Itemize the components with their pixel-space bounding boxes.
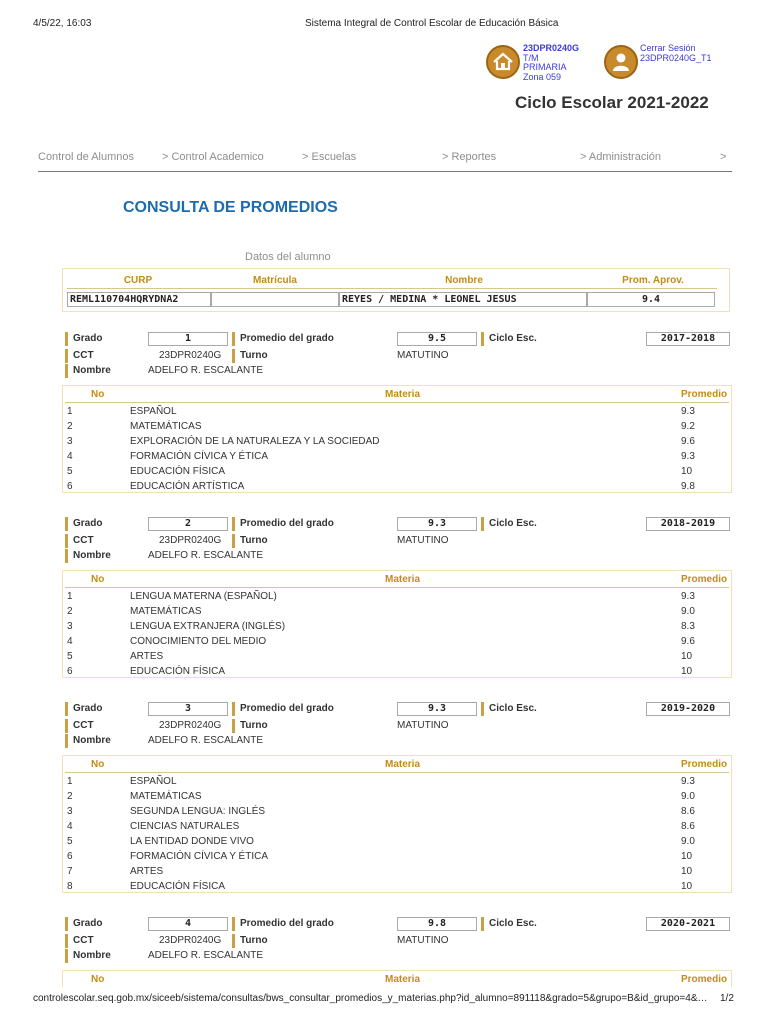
promedio-grado-value: 9.3 — [397, 517, 477, 531]
materia-nombre: ARTES — [130, 866, 164, 877]
materia-promedio: 9.6 — [681, 436, 695, 447]
grado-value: 2 — [148, 517, 228, 531]
materia-promedio: 9.3 — [681, 776, 695, 787]
materia-nombre: EDUCACIÓN FÍSICA — [130, 666, 226, 677]
materia-promedio: 9.0 — [681, 606, 695, 617]
col-promedio-header: Promedio — [681, 974, 728, 985]
materia-no: 7 — [67, 866, 73, 877]
materia-promedio: 10 — [681, 881, 693, 892]
materia-nombre: MATEMÁTICAS — [130, 421, 202, 432]
curp-header: CURP — [123, 275, 153, 286]
cct-label: CCT — [65, 349, 94, 363]
session-info — [640, 44, 712, 63]
grado-value: 1 — [148, 332, 228, 346]
materia-promedio: 10 — [681, 851, 693, 862]
materia-nombre: LENGUA MATERNA (ESPAÑOL) — [130, 591, 277, 602]
materia-row — [63, 449, 733, 464]
cct-label: CCT — [65, 934, 94, 948]
promedio-grado-value: 9.3 — [397, 702, 477, 716]
promedio-grado-label: Promedio del grado — [232, 917, 334, 931]
cct-value: 23DPR0240G — [159, 350, 222, 361]
materia-no: 2 — [67, 791, 73, 802]
materia-promedio: 8.6 — [681, 821, 695, 832]
materia-no: 6 — [67, 481, 73, 492]
materia-promedio: 9.8 — [681, 481, 695, 492]
turno-value: MATUTINO — [397, 720, 449, 731]
escuela-label: Nombre — [65, 549, 111, 563]
col-no-header: No — [91, 974, 105, 985]
cct-label: CCT — [65, 719, 94, 733]
curp-field: REML110704HQRYDNA2 — [67, 292, 211, 307]
col-no-header: No — [91, 389, 105, 400]
nav-escuelas[interactable]: > Escuelas — [302, 151, 357, 163]
materia-promedio: 10 — [681, 651, 693, 662]
materia-row — [63, 819, 733, 834]
cct-value: 23DPR0240G — [159, 935, 222, 946]
promedio-grado-label: Promedio del grado — [232, 517, 334, 531]
materia-row — [63, 879, 733, 894]
materia-nombre: ARTES — [130, 651, 164, 662]
materia-nombre: FORMACIÓN CÍVICA Y ÉTICA — [130, 451, 268, 462]
materia-no: 4 — [67, 636, 73, 647]
ciclo-label: Ciclo Esc. — [481, 332, 537, 346]
materia-no: 5 — [67, 466, 73, 477]
materia-promedio: 9.2 — [681, 421, 695, 432]
turno-value: MATUTINO — [397, 535, 449, 546]
grado-value: 3 — [148, 702, 228, 716]
materia-row — [63, 479, 733, 494]
turno-value: MATUTINO — [397, 935, 449, 946]
escuela-value: ADELFO R. ESCALANTE — [148, 950, 264, 961]
materia-row — [63, 604, 733, 619]
materia-row — [63, 804, 733, 819]
materia-no: 1 — [67, 406, 73, 417]
materia-no: 6 — [67, 666, 73, 677]
materia-no: 8 — [67, 881, 73, 892]
col-materia-header: Materia — [385, 974, 421, 985]
col-no-header: No — [91, 574, 105, 585]
matricula-field — [211, 292, 339, 307]
materia-promedio: 9.6 — [681, 636, 695, 647]
materia-row — [63, 664, 733, 679]
turno-label: Turno — [232, 349, 268, 363]
school-cct: 23DPR0240G — [523, 43, 580, 53]
escuela-value: ADELFO R. ESCALANTE — [148, 550, 264, 561]
materias-table — [62, 385, 732, 493]
materia-promedio: 9.0 — [681, 791, 695, 802]
materia-nombre: EDUCACIÓN FÍSICA — [130, 881, 226, 892]
materia-promedio: 8.6 — [681, 806, 695, 817]
materia-nombre: LENGUA EXTRANJERA (INGLÉS) — [130, 621, 286, 632]
materia-promedio: 10 — [681, 466, 693, 477]
school-info — [523, 44, 579, 82]
materia-no: 2 — [67, 421, 73, 432]
materia-no: 2 — [67, 606, 73, 617]
prom-aprov-field: 9.4 — [587, 292, 715, 307]
materia-row — [63, 849, 733, 864]
turno-label: Turno — [232, 934, 268, 948]
materia-no: 6 — [67, 851, 73, 862]
turno-value: MATUTINO — [397, 350, 449, 361]
cct-value: 23DPR0240G — [159, 720, 222, 731]
materia-nombre: EDUCACIÓN FÍSICA — [130, 466, 226, 477]
materia-no: 4 — [67, 821, 73, 832]
materia-row — [63, 419, 733, 434]
grade-section-1 — [0, 330, 768, 495]
materia-no: 3 — [67, 436, 73, 447]
turno-label: Turno — [232, 534, 268, 548]
grado-value: 4 — [148, 917, 228, 931]
ciclo-label: Ciclo Esc. — [481, 517, 537, 531]
materia-row — [63, 464, 733, 479]
materia-nombre: SEGUNDA LENGUA: INGLÉS — [130, 806, 266, 817]
col-materia-header: Materia — [385, 389, 421, 400]
col-materia-header: Materia — [385, 759, 421, 770]
ciclo-value: 2018-2019 — [646, 517, 730, 531]
materia-nombre: MATEMÁTICAS — [130, 606, 202, 617]
escuela-label: Nombre — [65, 364, 111, 378]
materia-nombre: MATEMÁTICAS — [130, 791, 202, 802]
turno-label: Turno — [232, 719, 268, 733]
materia-nombre: EXPLORACIÓN DE LA NATURALEZA Y LA SOCIEDAD — [130, 436, 380, 447]
nav-reportes[interactable]: > Reportes — [442, 151, 497, 163]
promedio-grado-value: 9.5 — [397, 332, 477, 346]
materia-row — [63, 649, 733, 664]
page-title: CONSULTA DE PROMEDIOS — [123, 199, 338, 216]
matricula-header: Matrícula — [253, 275, 297, 286]
school-zona: Zona 059 — [523, 71, 562, 82]
promedio-grado-label: Promedio del grado — [232, 702, 334, 716]
materia-nombre: LA ENTIDAD DONDE VIVO — [130, 836, 254, 847]
materia-row — [63, 634, 733, 649]
print-page-number: 1/2 — [720, 993, 734, 1004]
main-nav — [38, 151, 732, 172]
grade-section-2 — [0, 515, 768, 680]
student-section-label: Datos del alumno — [245, 251, 331, 263]
nombre-field: REYES / MEDINA * LEONEL JESUS — [339, 292, 587, 307]
materia-promedio: 10 — [681, 666, 693, 677]
materia-promedio: 9.3 — [681, 451, 695, 462]
materia-row — [63, 834, 733, 849]
materia-nombre: CONOCIMIENTO DEL MEDIO — [130, 636, 267, 647]
print-datetime: 4/5/22, 16:03 — [33, 18, 92, 29]
materia-nombre: FORMACIÓN CÍVICA Y ÉTICA — [130, 851, 268, 862]
ciclo-title: Ciclo Escolar 2021-2022 — [515, 93, 709, 112]
school-nivel: PRIMARIA — [523, 62, 567, 72]
materia-nombre: EDUCACIÓN ARTÍSTICA — [130, 481, 245, 492]
prom-aprov-header: Prom. Aprov. — [622, 275, 684, 286]
cct-value: 23DPR0240G — [159, 535, 222, 546]
user-icon[interactable] — [604, 45, 638, 79]
logout-link[interactable]: Cerrar Sesión — [640, 43, 696, 53]
materias-table — [62, 970, 732, 987]
materia-nombre: ESPAÑOL — [130, 406, 177, 417]
materia-no: 1 — [67, 591, 73, 602]
nav-control-alumnos[interactable]: Control de Alumnos — [38, 151, 134, 163]
materia-no: 5 — [67, 651, 73, 662]
grade-section-4 — [0, 915, 768, 987]
escuela-label: Nombre — [65, 734, 111, 748]
grado-label: Grado — [65, 517, 102, 531]
materia-promedio: 9.3 — [681, 406, 695, 417]
escuela-value: ADELFO R. ESCALANTE — [148, 735, 264, 746]
materia-promedio: 10 — [681, 866, 693, 877]
school-turno: T/M — [523, 52, 539, 63]
ciclo-value: 2017-2018 — [646, 332, 730, 346]
col-materia-header: Materia — [385, 574, 421, 585]
materia-row — [63, 789, 733, 804]
ciclo-value: 2019-2020 — [646, 702, 730, 716]
materia-no: 4 — [67, 451, 73, 462]
materia-no: 3 — [67, 621, 73, 632]
nombre-header: Nombre — [445, 275, 483, 286]
escuela-label: Nombre — [65, 949, 111, 963]
materias-table — [62, 570, 732, 678]
materia-row — [63, 774, 733, 789]
materia-nombre: ESPAÑOL — [130, 776, 177, 787]
materia-row — [63, 619, 733, 634]
grado-label: Grado — [65, 332, 102, 346]
grado-label: Grado — [65, 917, 102, 931]
materia-promedio: 8.3 — [681, 621, 695, 632]
materia-row — [63, 404, 733, 419]
ciclo-label: Ciclo Esc. — [481, 702, 537, 716]
nav-administracion[interactable]: > Administración — [580, 151, 662, 163]
materia-no: 1 — [67, 776, 73, 787]
ciclo-value: 2020-2021 — [646, 917, 730, 931]
nav-more[interactable]: > — [720, 151, 727, 163]
grado-label: Grado — [65, 702, 102, 716]
materia-row — [63, 589, 733, 604]
materia-no: 5 — [67, 836, 73, 847]
materia-row — [63, 434, 733, 449]
promedio-grado-value: 9.8 — [397, 917, 477, 931]
materia-promedio: 9.0 — [681, 836, 695, 847]
student-card — [62, 268, 730, 312]
col-promedio-header: Promedio — [681, 574, 728, 585]
col-promedio-header: Promedio — [681, 759, 728, 770]
print-url: controlescolar.seq.gob.mx/siceeb/sistema/consultas/bws_consultar_promedios_y_materias.php?id_alumno=891118&grado=5&grupo=B&id_grupo=4&… — [33, 993, 708, 1004]
col-no-header: No — [91, 759, 105, 770]
materia-row — [63, 864, 733, 879]
grade-section-3 — [0, 700, 768, 895]
ciclo-label: Ciclo Esc. — [481, 917, 537, 931]
promedio-grado-label: Promedio del grado — [232, 332, 334, 346]
cct-label: CCT — [65, 534, 94, 548]
materia-no: 3 — [67, 806, 73, 817]
session-user: 23DPR0240G_T1 — [640, 52, 712, 63]
escuela-value: ADELFO R. ESCALANTE — [148, 365, 264, 376]
materia-promedio: 9.3 — [681, 591, 695, 602]
col-promedio-header: Promedio — [681, 389, 728, 400]
materia-nombre: CIENCIAS NATURALES — [130, 821, 240, 832]
home-icon[interactable] — [486, 45, 520, 79]
nav-control-academico[interactable]: > Control Academico — [162, 151, 264, 163]
materias-table — [62, 755, 732, 893]
print-page-title: Sistema Integral de Control Escolar de Educación Básica — [305, 18, 559, 29]
